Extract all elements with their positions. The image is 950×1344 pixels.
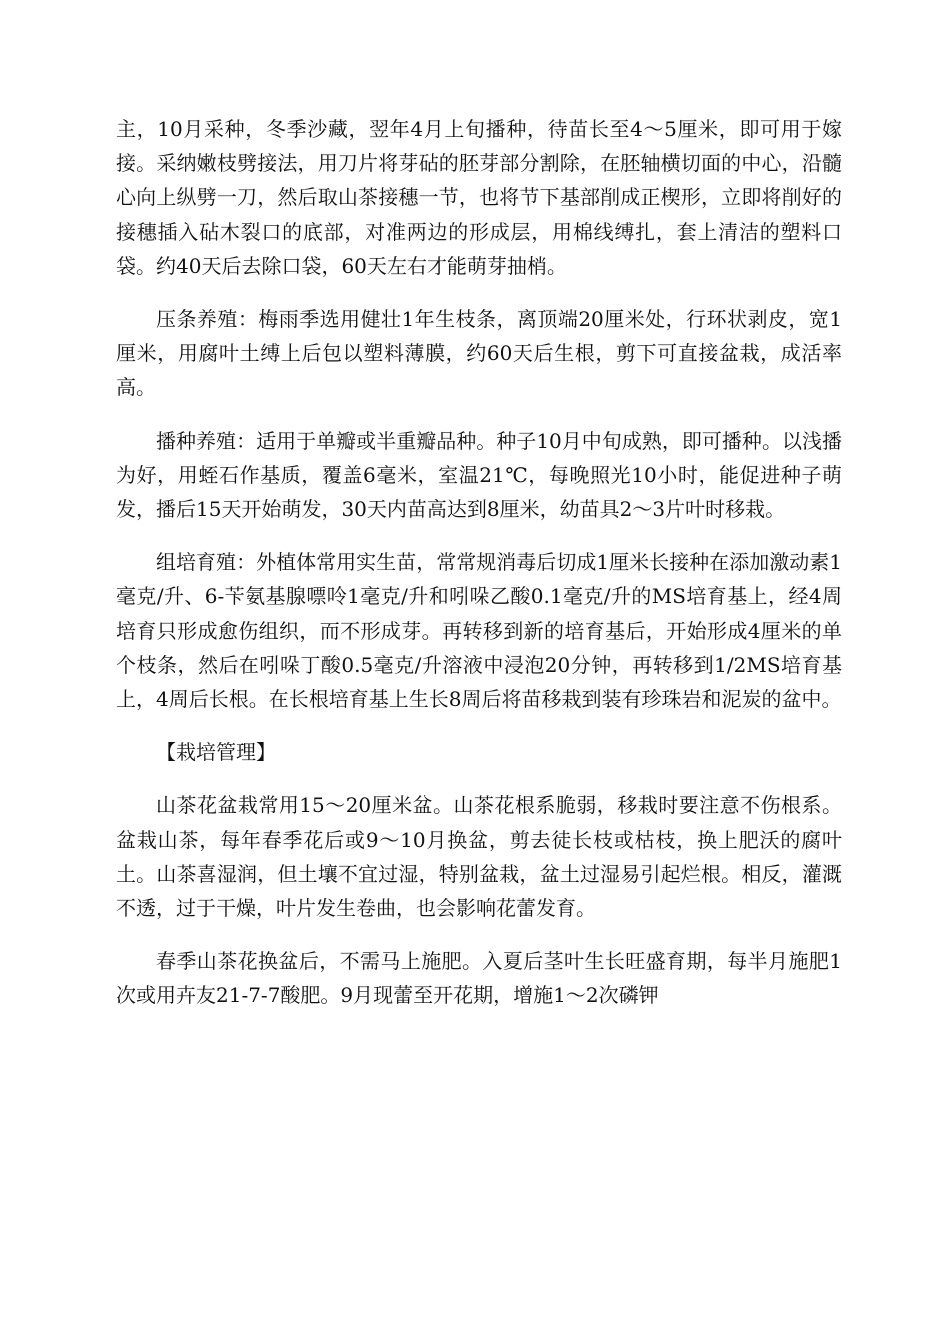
paragraph-fertilizing: 春季山茶花换盆后，不需马上施肥。入夏后茎叶生长旺盛育期，每半月施肥1次或用卉友21-7-7酸肥。9月现蕾至开花期，增施1～2次磷钾 xyxy=(116,949,842,1008)
paragraph-tissue-culture: 组培育殖：外植体常用实生苗，常常规消毒后切成1厘米长接种在添加激动素1毫克/升、6-苄氨基腺嘌呤1毫克/升和吲哚乙酸0.1毫克/升的MS培育基上，经4周培育只形成愈伤组织，而不形成芽。再转移到新的培育基后，开始形成4厘米的单个枝条，然后在吲哚丁酸0.5毫克/升溶液中浸泡20分钟，再转移到1/2MS培育基上，4周后长根。在长根培育基上生长8周后将苗移栽到装有珍珠岩和泥炭的盆中。 xyxy=(116,550,842,712)
paragraph-grafting-continued: 主，10月采种，冬季沙藏，翌年4月上旬播种，待苗长至4～5厘米，即可用于嫁接。采纳嫩枝劈接法，用刀片将芽砧的胚芽部分割除，在胚轴横切面的中心，沿髓心向上纵劈一刀，然后取山茶接穗一节，也将节下基部削成正楔形，立即将削好的接穗插入砧木裂口的底部，对准两边的形成层，用棉线缚扎，套上清洁的塑料口袋。约40天后去除口袋，60天左右才能萌芽抽梢。 xyxy=(116,117,842,278)
section-heading-cultivation: 【栽培管理】 xyxy=(156,740,276,765)
paragraph-layering: 压条养殖：梅雨季选用健壮1年生枝条，离顶端20厘米处，行环状剥皮，宽1厘米，用腐叶土缚上后包以塑料薄膜，约60天后生根，剪下可直接盆栽，成活率高。 xyxy=(116,307,842,400)
paragraph-seed-sowing: 播种养殖：适用于单瓣或半重瓣品种。种子10月中旬成熟，即可播种。以浅播为好，用蛭石作基质，覆盖6毫米，室温21℃，每晚照光10小时，能促进种子萌发，播后15天开始萌发，30天内苗高达到8厘米，幼苗具2～3片叶时移栽。 xyxy=(116,428,842,522)
paragraph-potting: 山茶花盆栽常用15～20厘米盆。山茶花根系脆弱，移栽时要注意不伤根系。盆栽山茶，每年春季花后或9～10月换盆，剪去徒长枝或枯枝，换上肥沃的腐叶土。山茶喜湿润，但土壤不宜过湿，特别盆栽，盆土过湿易引起烂根。相反，灌溉不透，过于干燥，叶片发生卷曲，也会影响花蕾发育。 xyxy=(116,793,842,921)
document-body xyxy=(116,112,842,1032)
